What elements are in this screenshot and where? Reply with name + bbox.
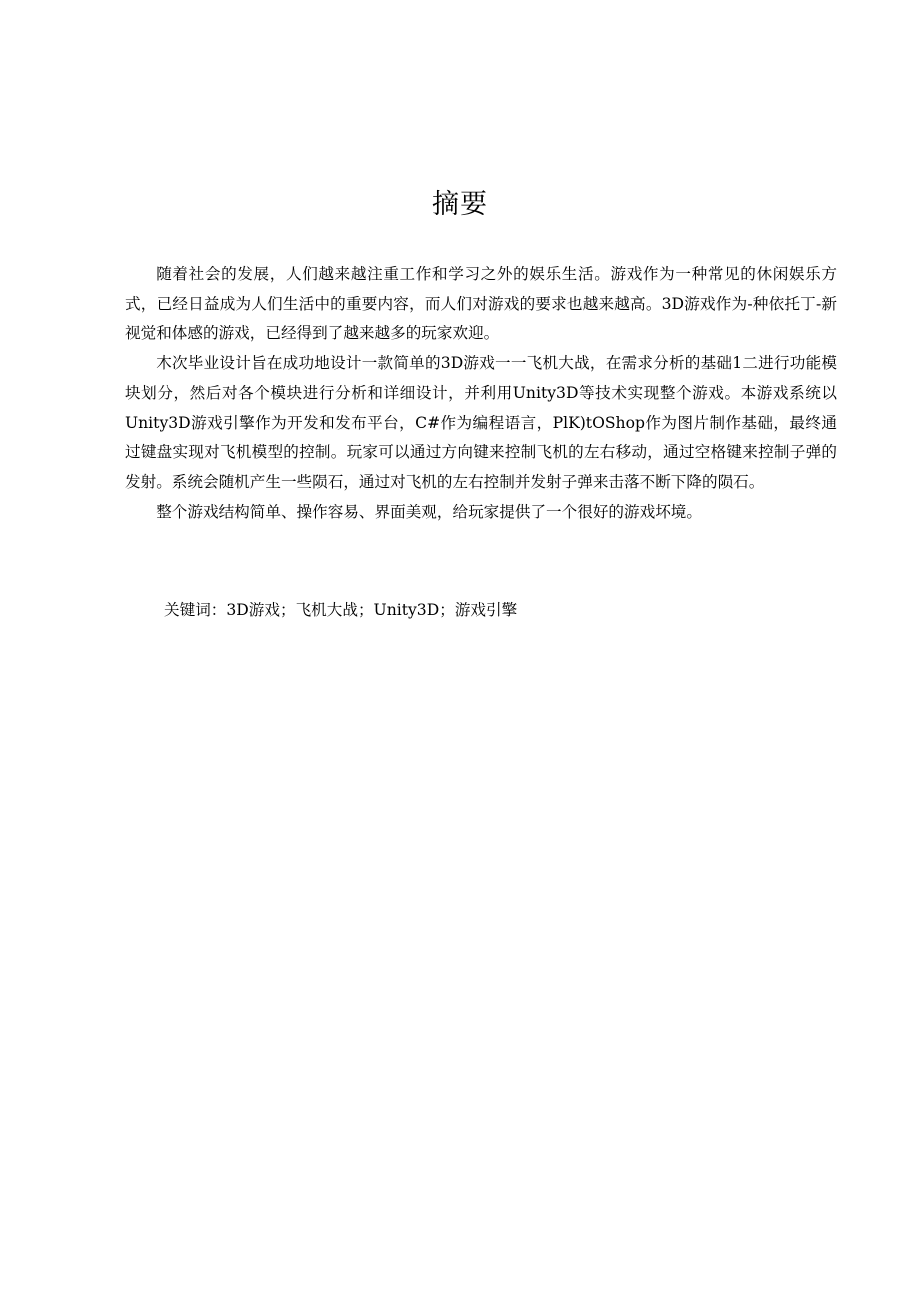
abstract-body	[125, 260, 837, 527]
abstract-paragraph-2: 木次毕业设计旨在成功地设计一款简单的3D游戏一一飞机大战，在需求分析的基础1二进行功能模块划分，然后对各个模块进行分析和详细设计，并利用Unity3D等技术实现整个游戏。本游戏系统以Unity3D游戏引擎作为开发和发布平台，C#作为编程语言，PlK)tOShop作为图片制作基础，最终通过键盘实现对飞机模型的控制。玩家可以通过方向键来控制飞机的左右移动，通过空格键来控制子弹的发射。系统会随机产生一些陨石，通过对飞机的左右控制并发射子弹来击落不断下降的陨石。	[125, 354, 837, 491]
keywords-line: 关键词：3D游戏；飞机大战；Unity3D；游戏引擎	[164, 601, 518, 619]
abstract-paragraph-3: 整个游戏结构简单、操作容易、界面美观，给玩家提供了一个很好的游戏坏境。	[156, 502, 702, 521]
page-title: 摘要	[432, 189, 488, 220]
abstract-paragraph-1: 随着社会的发展，人们越来越注重工作和学习之外的娱乐生活。游戏作为一种常见的休闲娱乐方式，已经日益成为人们生活中的重要内容，而人们对游戏的要求也越来越高。3D游戏作为-种依托丁-新视觉和体感的游戏，已经得到了越来越多的玩家欢迎。	[125, 265, 837, 343]
